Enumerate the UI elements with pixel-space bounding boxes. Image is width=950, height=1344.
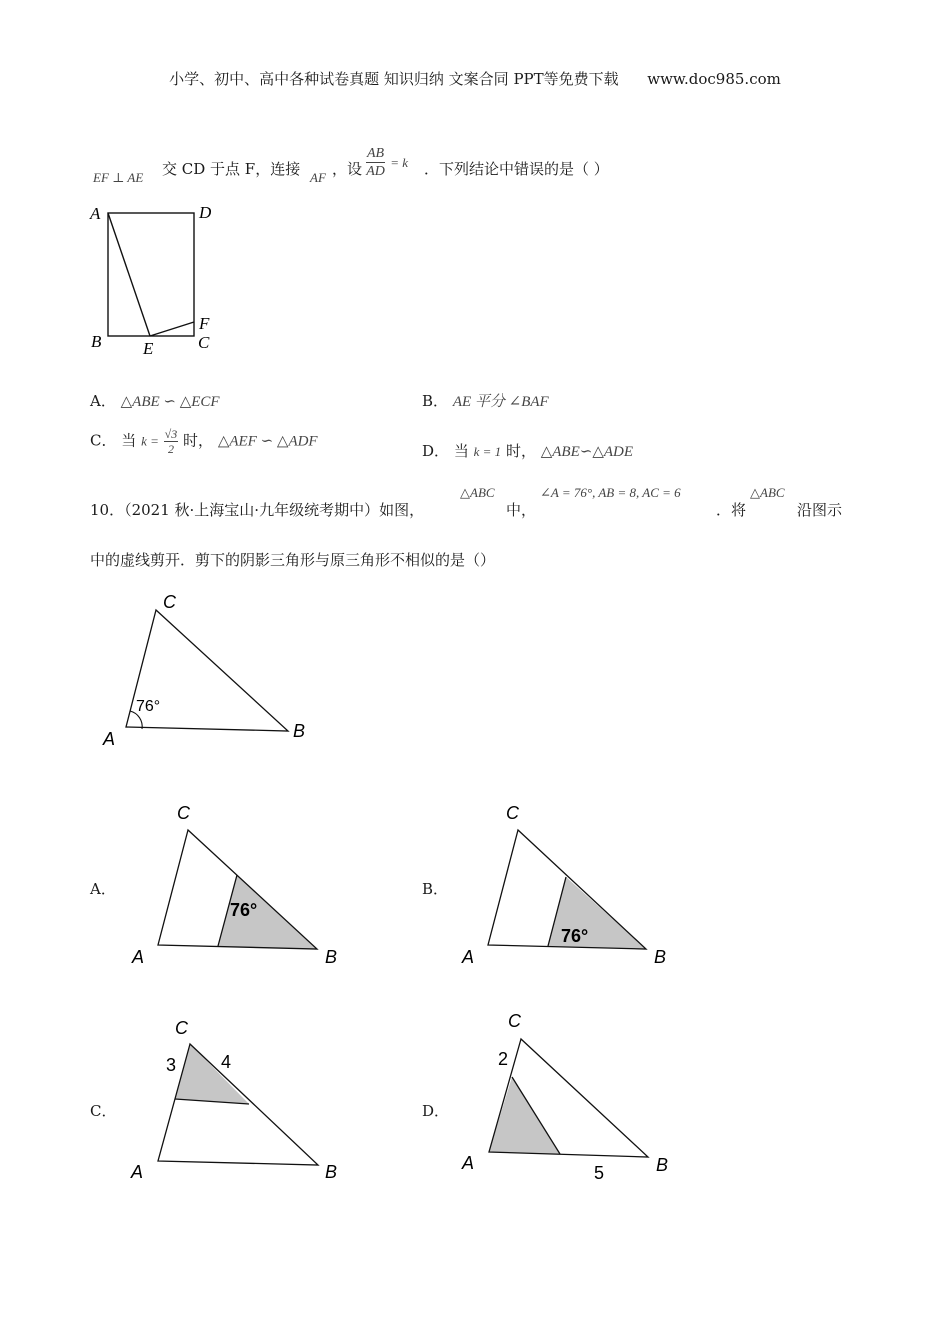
frac-num: AB xyxy=(367,146,385,161)
ef-perp-ae: EF ⊥ AE xyxy=(93,170,144,185)
option-c-pre: 当 xyxy=(121,431,137,450)
option-d-k: k = 1 xyxy=(473,444,502,459)
option-c-den: 2 xyxy=(167,442,174,456)
angle-76: 76° xyxy=(136,698,161,715)
q10-line2: 中的虚线剪开．剪下的阴影三角形与原三角形不相似的是（） xyxy=(90,551,496,569)
label-C-c: C xyxy=(175,1018,188,1038)
q10-option-a-figure[interactable] xyxy=(125,795,355,975)
label-A: A xyxy=(103,729,116,749)
frac-den: AD xyxy=(366,164,385,179)
option-b-label: B． xyxy=(422,392,449,410)
label-C-b: C xyxy=(506,803,519,823)
q10-option-b-figure[interactable] xyxy=(458,795,688,975)
option-c-num: √3 xyxy=(164,427,178,441)
q9-option-a[interactable] xyxy=(90,390,220,411)
label-B-a: B xyxy=(325,947,338,967)
option-c-math: △AEF ∽ △ADF xyxy=(217,433,318,450)
label-A: A xyxy=(90,204,101,223)
q10-option-a-label[interactable]: A． xyxy=(90,880,116,898)
num-5: 5 xyxy=(594,1163,605,1183)
q10-option-c-figure[interactable] xyxy=(125,1010,355,1195)
label-A-c: A xyxy=(131,1162,144,1182)
q10-option-c-label[interactable]: C． xyxy=(90,1102,117,1120)
label-B-b: B xyxy=(654,947,667,967)
label-A-b: A xyxy=(462,947,475,967)
q9-text1: 交 CD 于点 F，连接 xyxy=(162,160,301,178)
q10-tail: 沿图示 xyxy=(797,501,843,519)
q10-mid2: ．将 xyxy=(716,501,747,519)
q9-option-c[interactable] xyxy=(90,427,318,456)
label-A-a: A xyxy=(132,947,145,967)
triangle-abc-c xyxy=(158,1044,318,1165)
label-C: C xyxy=(198,333,210,352)
label-C-d: C xyxy=(508,1011,521,1031)
num-2: 2 xyxy=(498,1049,509,1069)
segment-ef xyxy=(150,322,194,336)
option-a-math: △ABE ∽ △ECF xyxy=(120,394,220,410)
option-c-post: 时， xyxy=(183,431,214,450)
q10-main-triangle xyxy=(95,585,335,755)
q9-af: AF xyxy=(310,170,326,185)
option-b-math: AE 平分 ∠BAF xyxy=(452,394,549,410)
q10-tri1: △ABC xyxy=(460,485,495,500)
label-F: F xyxy=(199,314,210,333)
q10-option-b-label[interactable]: B． xyxy=(422,880,449,898)
label-E: E xyxy=(143,339,154,358)
num-3: 3 xyxy=(166,1055,177,1075)
label-C-a: C xyxy=(177,803,190,823)
rect-abcd xyxy=(108,213,194,336)
option-d-post: 时， xyxy=(505,442,536,460)
label-D: D xyxy=(199,203,212,222)
label-A-d: A xyxy=(462,1153,475,1173)
option-c-k: k = xyxy=(141,433,159,449)
q10-intro: 10．（2021 秋·上海宝山·九年级统考期中）如图， xyxy=(90,501,425,519)
angle-76-a: 76° xyxy=(230,900,258,920)
label-B-d: B xyxy=(656,1155,669,1175)
label-B: B xyxy=(91,332,102,351)
page-header xyxy=(0,68,950,89)
segment-ae xyxy=(108,213,150,336)
header-left: 小学、初中、高中各种试卷真题 知识归纳 文案合同 PPT等免费下载 xyxy=(169,70,619,88)
option-d-pre: 当 xyxy=(453,442,469,460)
option-d-label: D． xyxy=(422,442,450,460)
q9-text2: ，设 xyxy=(332,160,363,178)
eq-k: = k xyxy=(390,155,408,170)
q9-text3: ．下列结论中错误的是（ ） xyxy=(424,160,609,178)
q10-mid1: 中， xyxy=(506,501,537,519)
label-B-c: B xyxy=(325,1162,338,1182)
option-a-label: A． xyxy=(90,392,116,410)
option-d-math: △ABE∽△ADE xyxy=(540,444,634,460)
q10-tri2: △ABC xyxy=(750,485,785,500)
q9-rectangle-figure xyxy=(85,198,225,363)
q10-option-d-figure[interactable] xyxy=(458,1005,688,1190)
q9-option-b[interactable] xyxy=(422,390,549,411)
q10-option-d-label[interactable]: D． xyxy=(422,1102,450,1120)
q9-fraction xyxy=(366,145,408,180)
q10-condition: ∠A = 76°, AB = 8, AC = 6 xyxy=(540,485,681,500)
angle-76-b: 76° xyxy=(561,926,589,946)
q9-option-d[interactable] xyxy=(422,440,633,461)
header-url[interactable]: www.doc985.com xyxy=(647,70,781,88)
shaded-triangle-c xyxy=(175,1044,249,1104)
label-B: B xyxy=(293,721,306,741)
option-c-label: C． xyxy=(90,431,117,450)
num-4: 4 xyxy=(221,1052,232,1072)
label-C: C xyxy=(163,592,176,612)
